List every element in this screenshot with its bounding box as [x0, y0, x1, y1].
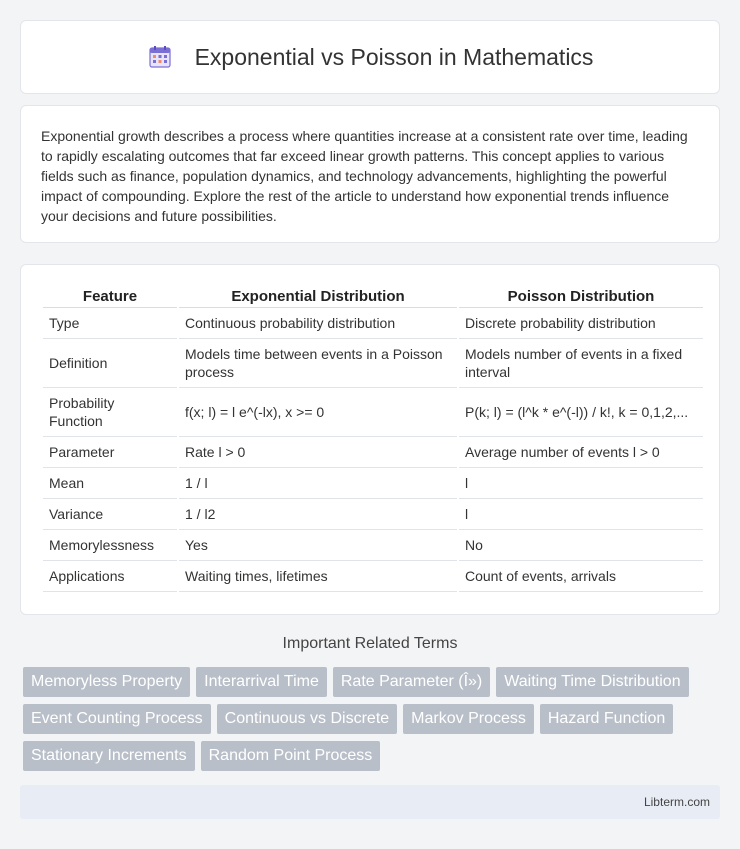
header-poisson: Poisson Distribution	[459, 283, 703, 308]
tag-memoryless-property[interactable]: Memoryless Property	[23, 667, 190, 697]
row-poisson: Discrete probability distribution	[459, 308, 703, 339]
header-exponential: Exponential Distribution	[179, 283, 457, 308]
related-terms-title: Important Related Terms	[282, 635, 458, 652]
tag-rate-parameter[interactable]: Rate Parameter (Î»)	[333, 667, 490, 697]
table-row	[43, 308, 703, 339]
calendar-icon	[147, 44, 173, 70]
row-exponential: 1 / l	[179, 468, 457, 499]
comparison-table	[41, 283, 705, 592]
tag-hazard-function[interactable]: Hazard Function	[540, 704, 673, 734]
header-card	[20, 20, 720, 94]
row-feature: Type	[43, 308, 177, 339]
row-poisson: Models number of events in a fixed interval	[459, 339, 703, 388]
tag-waiting-time-distribution[interactable]: Waiting Time Distribution	[496, 667, 688, 697]
table-row	[43, 468, 703, 499]
comparison-card	[20, 264, 720, 615]
page-title: Exponential vs Poisson in Mathematics	[194, 43, 594, 70]
footer	[20, 785, 720, 819]
table-row	[43, 437, 703, 468]
footer-brand[interactable]: Libterm.com	[643, 795, 710, 809]
row-poisson: P(k; l) = (l^k * e^(-l)) / k!, k = 0,1,2,...	[459, 388, 703, 437]
tag-random-point-process[interactable]: Random Point Process	[201, 741, 381, 771]
table-row	[43, 499, 703, 530]
row-feature: Definition	[43, 339, 177, 388]
row-exponential: Yes	[179, 530, 457, 561]
related-terms-tags	[23, 667, 723, 771]
row-poisson: l	[459, 499, 703, 530]
table-row	[43, 388, 703, 437]
row-exponential: f(x; l) = l e^(-lx), x >= 0	[179, 388, 457, 437]
row-exponential: Rate l > 0	[179, 437, 457, 468]
table-header-row	[43, 283, 703, 308]
table-row	[43, 339, 703, 388]
tag-event-counting-process[interactable]: Event Counting Process	[23, 704, 211, 734]
tag-stationary-increments[interactable]: Stationary Increments	[23, 741, 195, 771]
header-feature: Feature	[43, 283, 177, 308]
intro-card	[20, 105, 720, 243]
table-row	[43, 530, 703, 561]
intro-text: Exponential growth describes a process where quantities increase at a consistent rate over time, leading to rapidly escalating outcomes that far exceed linear growth patterns. This concept applies to various fields such as finance, population dynamics, and technology advancements, highlighting the powerful impact of compounding. Explore the rest of the article to understand how exponential trends influence your decisions and future possibilities.	[41, 128, 688, 224]
row-feature: Memorylessness	[43, 530, 177, 561]
row-feature: Probability Function	[43, 388, 177, 437]
row-feature: Variance	[43, 499, 177, 530]
row-feature: Mean	[43, 468, 177, 499]
row-poisson: l	[459, 468, 703, 499]
row-poisson: Count of events, arrivals	[459, 561, 703, 592]
tag-continuous-vs-discrete[interactable]: Continuous vs Discrete	[217, 704, 398, 734]
row-exponential: Models time between events in a Poisson process	[179, 339, 457, 388]
tag-markov-process[interactable]: Markov Process	[403, 704, 534, 734]
row-exponential: Waiting times, lifetimes	[179, 561, 457, 592]
table-row	[43, 561, 703, 592]
header-inner	[147, 44, 594, 71]
row-exponential: 1 / l2	[179, 499, 457, 530]
tag-interarrival-time[interactable]: Interarrival Time	[196, 667, 327, 697]
row-feature: Applications	[43, 561, 177, 592]
row-exponential: Continuous probability distribution	[179, 308, 457, 339]
row-poisson: No	[459, 530, 703, 561]
row-feature: Parameter	[43, 437, 177, 468]
row-poisson: Average number of events l > 0	[459, 437, 703, 468]
